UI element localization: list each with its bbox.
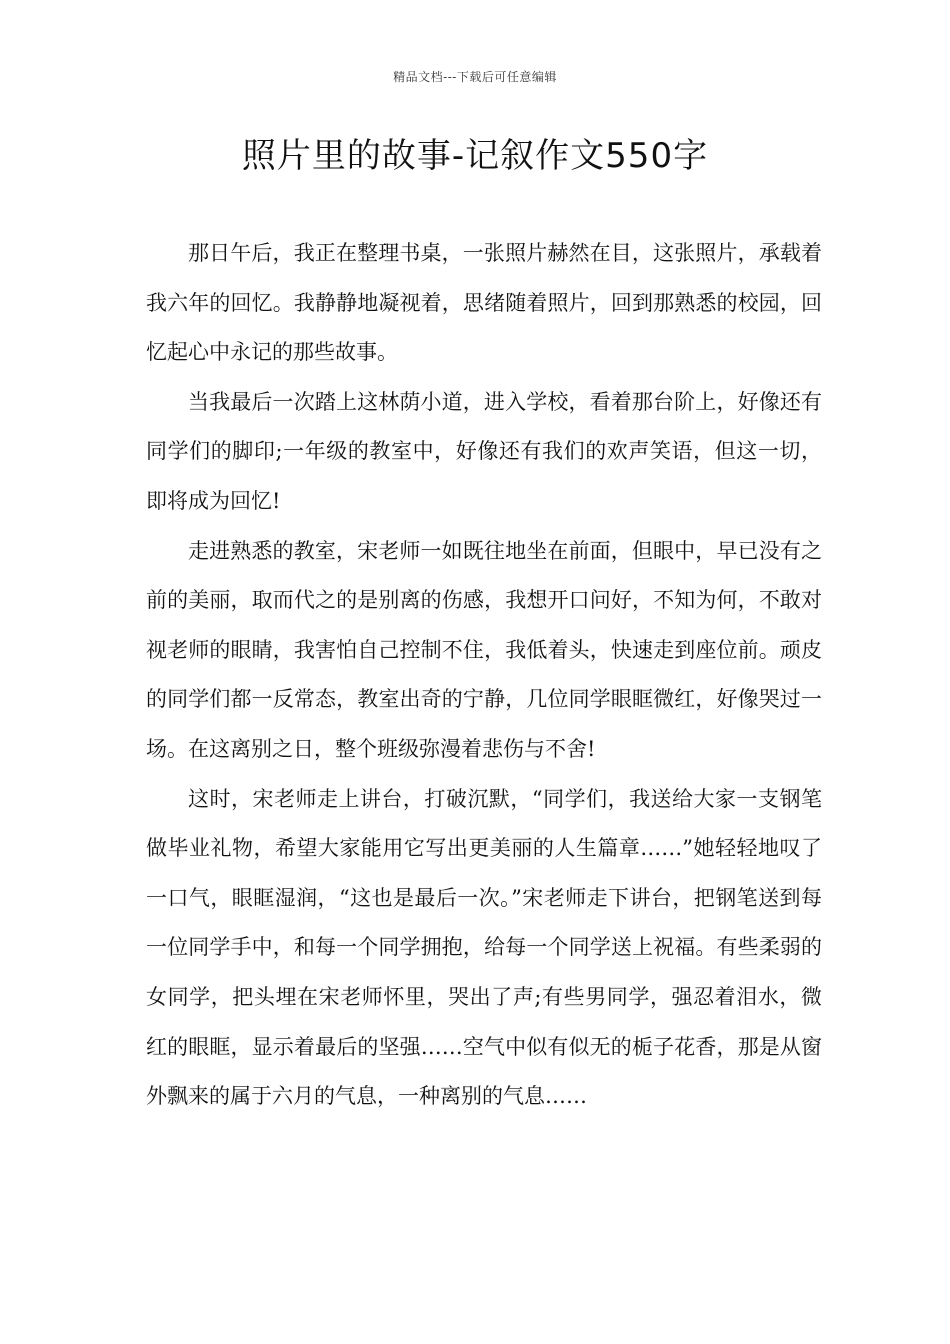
document-title: 照片里的故事-记叙作文550字	[241, 136, 709, 176]
paragraph-3: 走进熟悉的教室，宋老师一如既往地坐在前面，但眼中，早已没有之前的美丽，取而代之的是别离的伤感，我想开口问好，不知为何，不敢对视老师的眼睛，我害怕自己控制不住，我低着头，快速走到座位前。顽皮的同学们都一反常态，教室出奇的宁静，几位同学眼眶微红，好像哭过一场。在这离别之日，整个班级弥漫着悲伤与不舍!	[146, 538, 822, 761]
header-note: 精品文档---下载后可任意编辑	[393, 70, 557, 84]
paragraph-2: 当我最后一次踏上这林荫小道，进入学校，看着那台阶上，好像还有同学们的脚印;一年级的教室中，好像还有我们的欢声笑语，但这一切，即将成为回忆!	[146, 389, 822, 513]
paragraph-1: 那日午后，我正在整理书桌，一张照片赫然在目，这张照片，承载着我六年的回忆。我静静地凝视着，思绪随着照片，回到那熟悉的校园，回忆起心中永记的那些故事。	[146, 241, 822, 365]
paragraph-4: 这时，宋老师走上讲台，打破沉默，“同学们，我送给大家一支钢笔做毕业礼物，希望大家能用它写出更美丽的人生篇章……”她轻轻地叹了一口气，眼眶湿润，“这也是最后一次。”宋老师走下讲台，把钢笔送到每一位同学手中，和每一个同学拥抱，给每一个同学送上祝福。有些柔弱的女同学，把头埋在宋老师怀里，哭出了声;有些男同学，强忍着泪水，微红的眼眶，显示着最后的坚强……空气中似有似无的栀子花香，那是从窗外飘来的属于六月的气息，一种离别的气息……	[146, 786, 822, 1109]
document-body	[146, 229, 822, 1122]
